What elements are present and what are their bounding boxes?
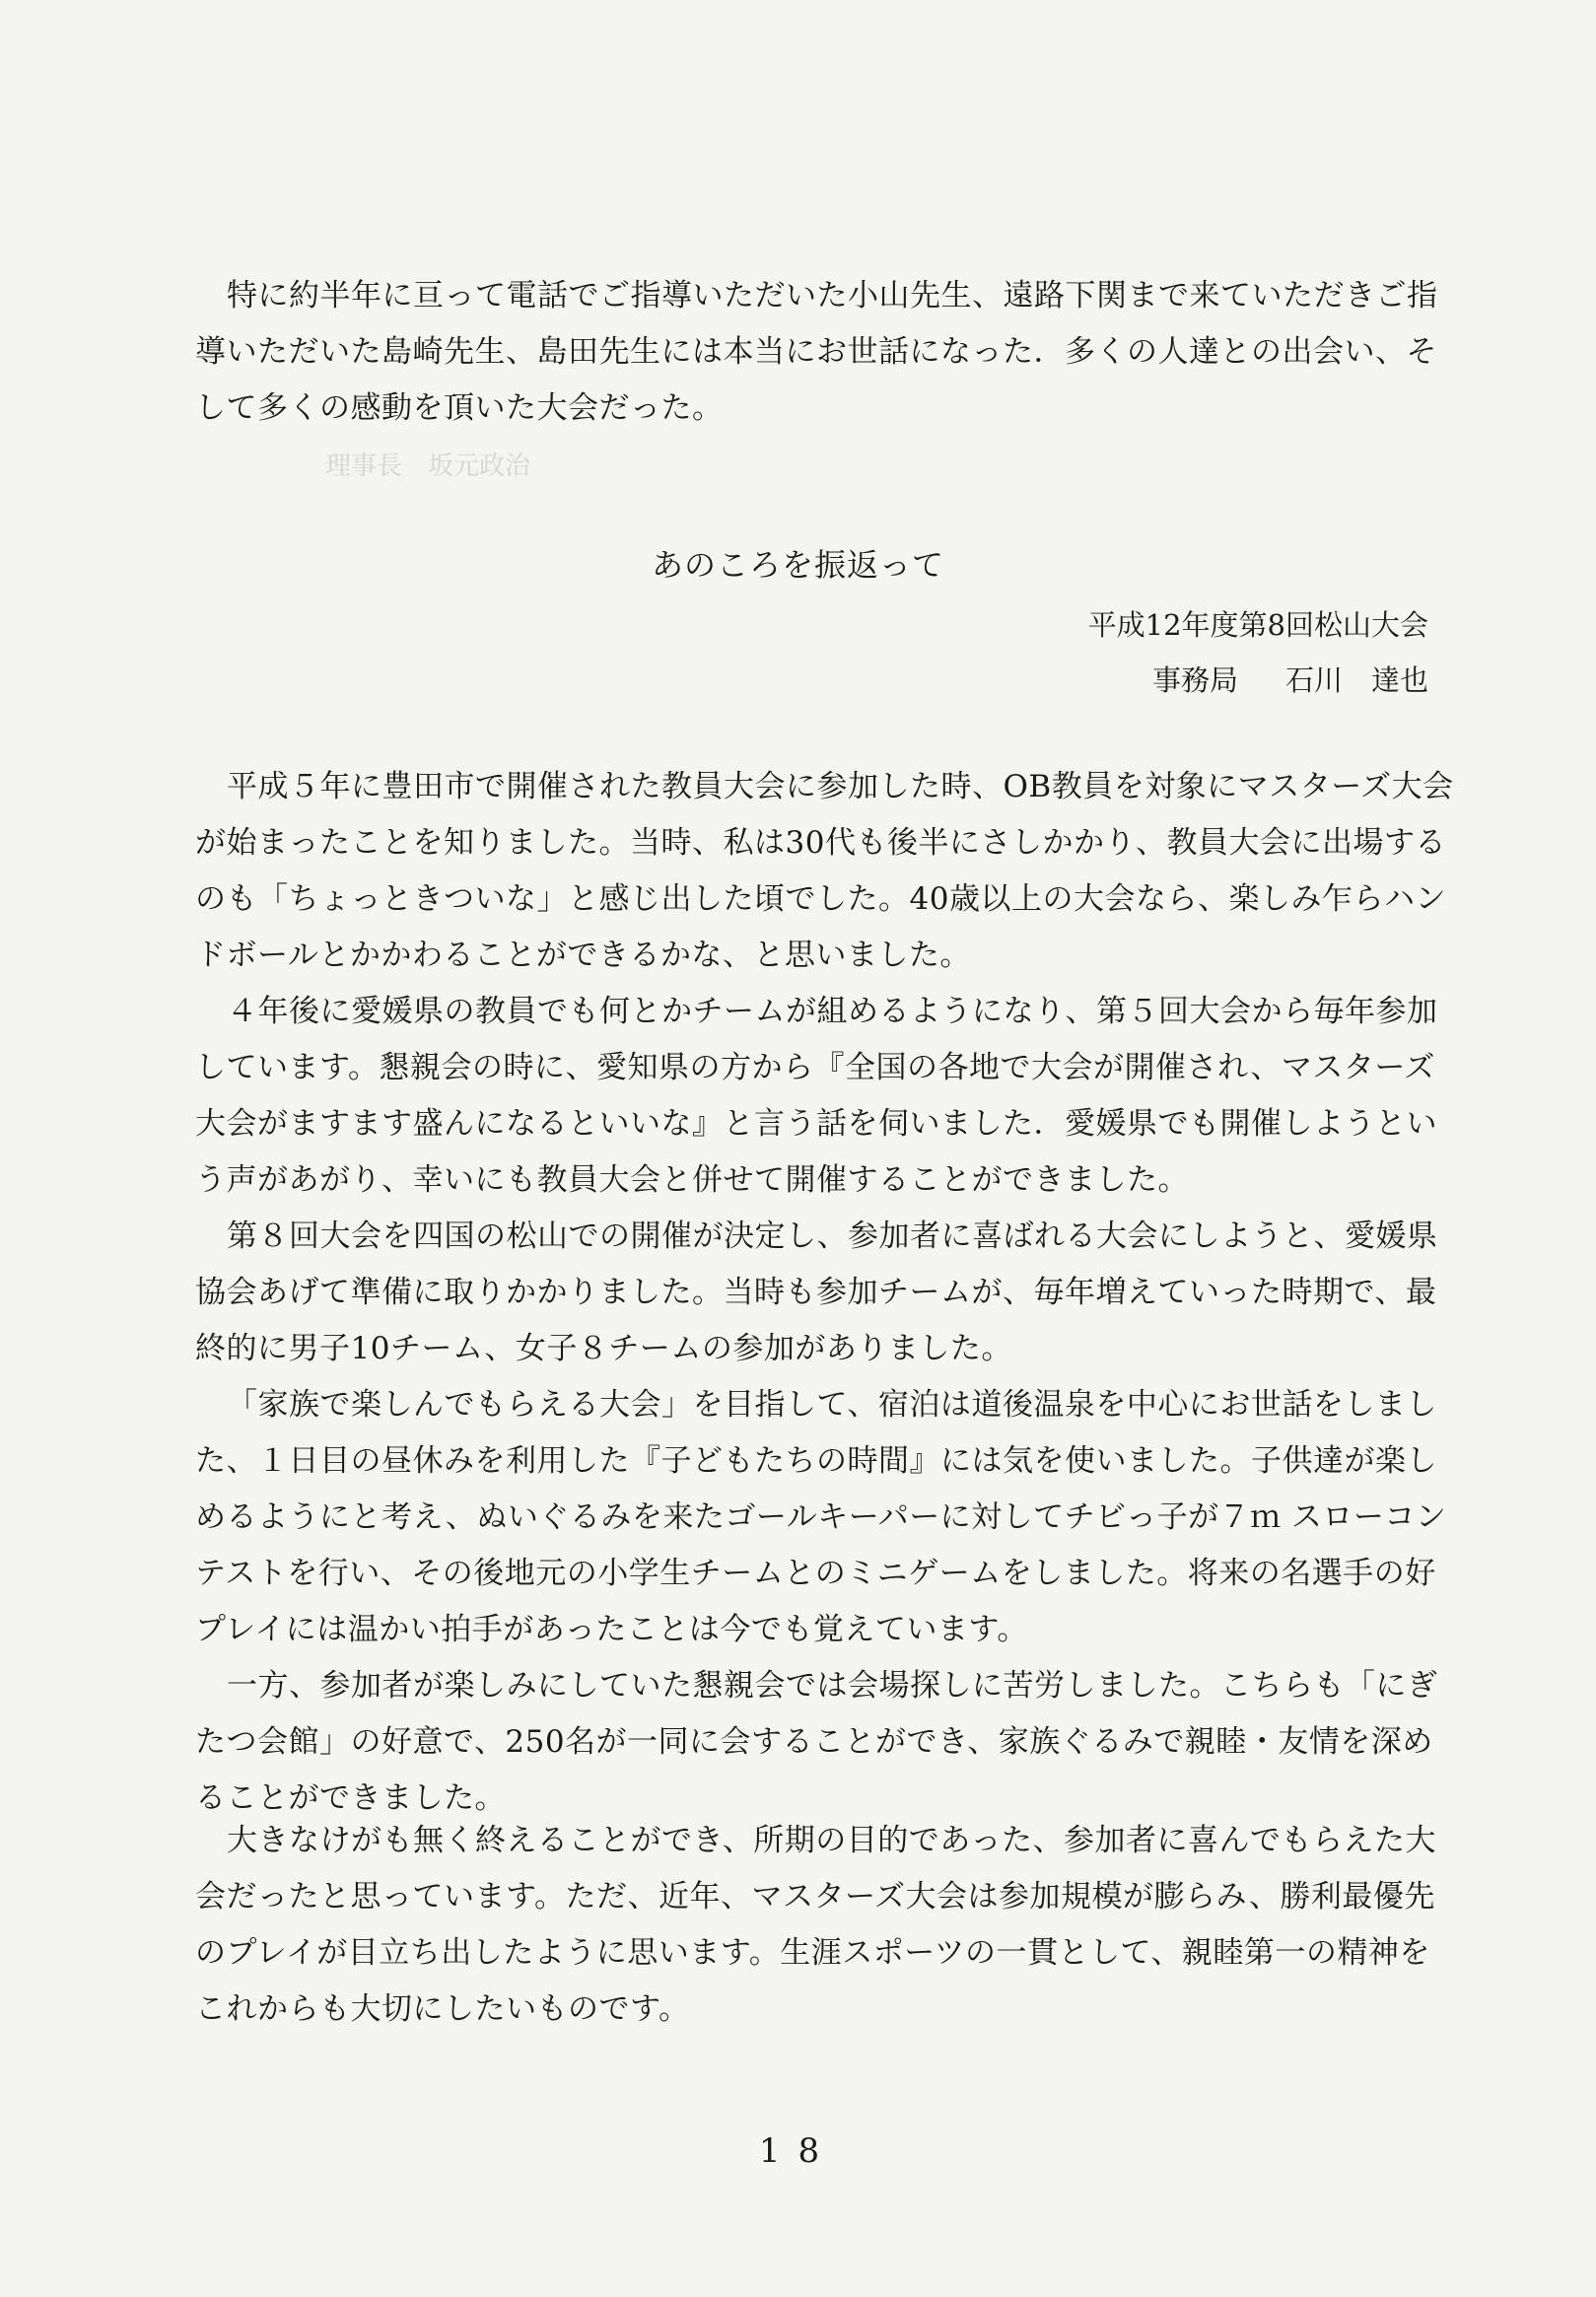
article-event: 平成12年度第8回松山大会 <box>1087 608 1428 642</box>
body-paragraph: 「家族で楽しんでもらえる大会」を目指して、宿泊は道後温泉を中心にお世話をしました、１日目の昼休みを利用した『子どもたちの時間』には気を使いました。子供達が楽しめるようにと考え、ぬいぐるみを来たゴールキーパーに対してチビっ子が７ｍ スローコンテストを行い、その後地元の小学生チームとのミニゲームをしました。将来の名選手の好プレイには温かい拍手があったことは今でも覚えています。 <box>195 1387 1447 1647</box>
bleed-through-text: 理事長 坂元政治 <box>325 452 531 481</box>
body-paragraph: 平成５年に豊田市で開催された教員大会に参加した時、OB教員を対象にマスターズ大会が始まったことを知りました。当時、私は30代も後半にさしかかり、教員大会に出場するのも「ちょっときついな」と感じ出した頃でした。40歳以上の大会なら、楽しみ乍らハンドボールとかかわることができるかな、と思いました。 <box>195 769 1454 973</box>
author-role: 事務局 <box>1151 663 1238 697</box>
body-paragraph: ４年後に愛媛県の教員でも何とかチームが組めるようになり、第５回大会から毎年参加しています。懇親会の時に、愛知県の方から『全国の各地で大会が開催され、マスターズ大会がますます盛んになるといいな』と言う話を伺いました．愛媛県でも開催しようという声があがり、幸いにも教員大会と併せて開催することができました。 <box>195 994 1438 1198</box>
author-name: 石川 達也 <box>1284 663 1428 697</box>
body-paragraph: 第８回大会を四国の松山での開催が決定し、参加者に喜ばれる大会にしようと、愛媛県協会あげて準備に取りかかりました。当時も参加チームが、毎年増えていった時期で、最終的に男子10チーム、女子８チームの参加がありました。 <box>195 1218 1438 1366</box>
intro-paragraph: 特に約半年に亘って電話でご指導いただいた小山先生、遠路下関まで来ていただきご指導いただいた島崎先生、島田先生には本当にお世話になった．多くの人達との出会い、そして多くの感動を頂いた大会だった。 <box>195 278 1438 426</box>
body-paragraph: 一方、参加者が楽しみにしていた懇親会では会場探しに苦労しました。こちらも「にぎたつ会館」の好意で、250名が一同に会することができ、家族ぐるみで親睦・友情を深めることができました。 <box>195 1668 1438 1816</box>
article-title: あのころを振返って <box>651 546 944 584</box>
article-author <box>1152 659 1428 699</box>
page-number: 18 <box>758 2131 838 2171</box>
body-paragraph: 大きなけがも無く終えることができ、所期の目的であった、参加者に喜んでもらえた大会だったと思っています。ただ、近年、マスターズ大会は参加規模が膨らみ、勝利最優先のプレイが目立ち出したように思います。生涯スポーツの一貫として、親睦第一の精神をこれからも大切にしたいものです。 <box>195 1823 1436 2027</box>
